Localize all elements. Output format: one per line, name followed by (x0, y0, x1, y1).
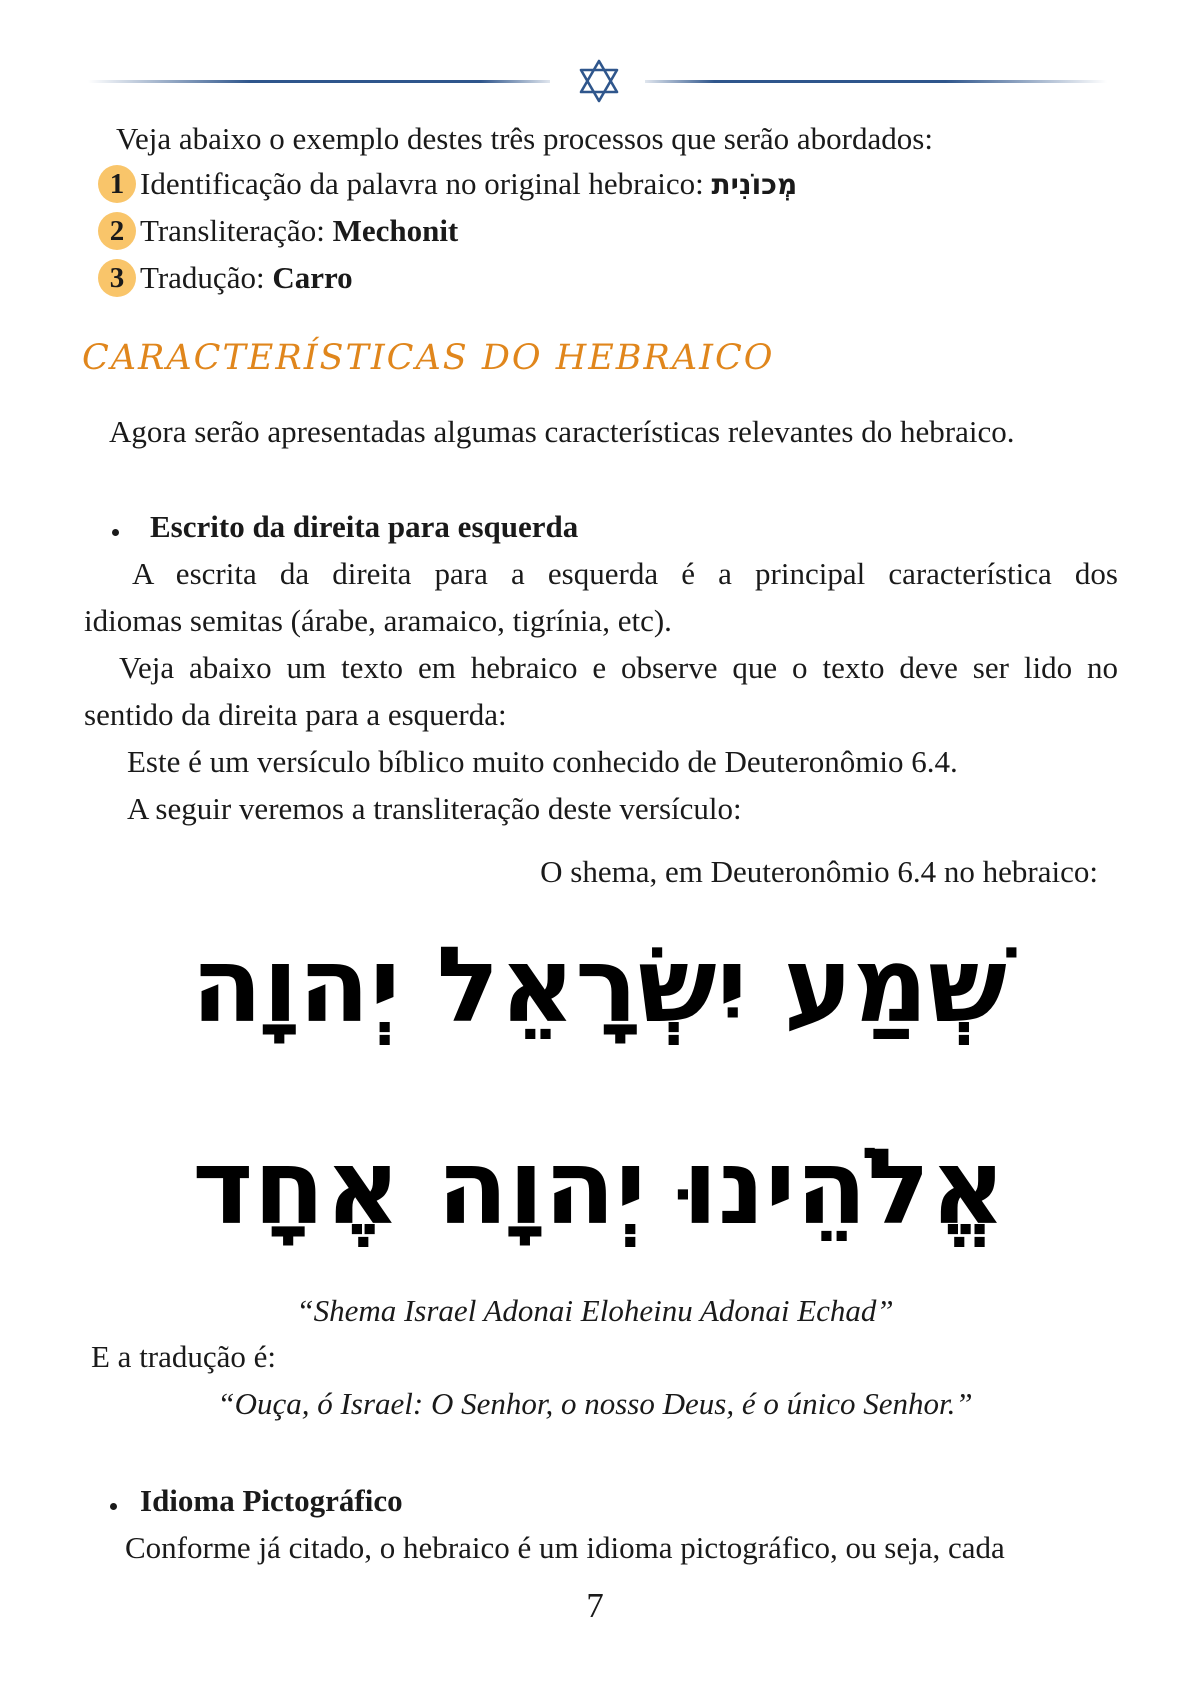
paragraph-4: A seguir veremos a transliteração deste versículo: (127, 791, 742, 826)
step-badge-1: 1 (98, 165, 136, 203)
bullet-title-rtl: Escrito da direita para esquerda (150, 509, 579, 544)
step-2-value: Mechonit (332, 213, 459, 248)
step-badge-3: 3 (98, 259, 136, 297)
header-rule-left (88, 80, 550, 83)
paragraph-3: Este é um versículo bíblico muito conhecido de Deuteronômio 6.4. (127, 744, 958, 779)
translation-label: E a tradução é: (91, 1339, 277, 1374)
bullet-title-pictographic: Idioma Pictográfico (140, 1483, 403, 1518)
step-1 (140, 164, 797, 205)
section-heading: CARACTERÍSTICAS DO HEBRAICO (82, 338, 775, 378)
section-intro: Agora serão apresentadas algumas características relevantes do hebraico. (109, 414, 1015, 449)
page-number: 7 (586, 1586, 604, 1625)
transliteration: “Shema Israel Adonai Eloheinu Adonai Echad” (296, 1293, 894, 1328)
paragraph-1-line-1: A escrita da direita para a esquerda é a principal característica dos (132, 556, 1118, 591)
paragraph-2-line-1: Veja abaixo um texto em hebraico e observe que o texto deve ser lido no (119, 650, 1118, 685)
step-2 (140, 211, 458, 251)
figure-caption: O shema, em Deuteronômio 6.4 no hebraico: (540, 854, 1098, 889)
step-2-label: Transliteração: (140, 213, 333, 248)
header-rule-right (645, 80, 1107, 83)
step-1-label: Identificação da palavra no original hebraico: (140, 166, 712, 201)
paragraph-pictographic: Conforme já citado, o hebraico é um idioma pictográfico, ou seja, cada (125, 1530, 1005, 1565)
step-3-label: Tradução: (140, 260, 273, 295)
hebrew-verse-line-1: שְׁמַע יִשְׂרָאֵל יְהוָה (191, 924, 1007, 1046)
paragraph-2-line-2: sentido da direita para a esquerda: (84, 697, 507, 732)
intro-lead: Veja abaixo o exemplo destes três processos que serão abordados: (116, 121, 933, 156)
translation: “Ouça, ó Israel: O Senhor, o nosso Deus, é o único Senhor.” (217, 1386, 973, 1421)
step-3 (140, 258, 353, 298)
step-1-hebrew-word: מְכוֹנִית (711, 168, 798, 201)
bullet-dot (112, 529, 119, 536)
bullet-dot-2 (110, 1503, 117, 1510)
step-3-value: Carro (272, 260, 353, 295)
hebrew-verse-line-2: אֱלֹהֵינוּ יְהוָה אֶחָד (192, 1126, 1006, 1248)
step-badge-2: 2 (98, 212, 136, 250)
star-of-david-icon (577, 57, 621, 105)
paragraph-1-line-2: idiomas semitas (árabe, aramaico, tigrínia, etc). (84, 603, 672, 638)
